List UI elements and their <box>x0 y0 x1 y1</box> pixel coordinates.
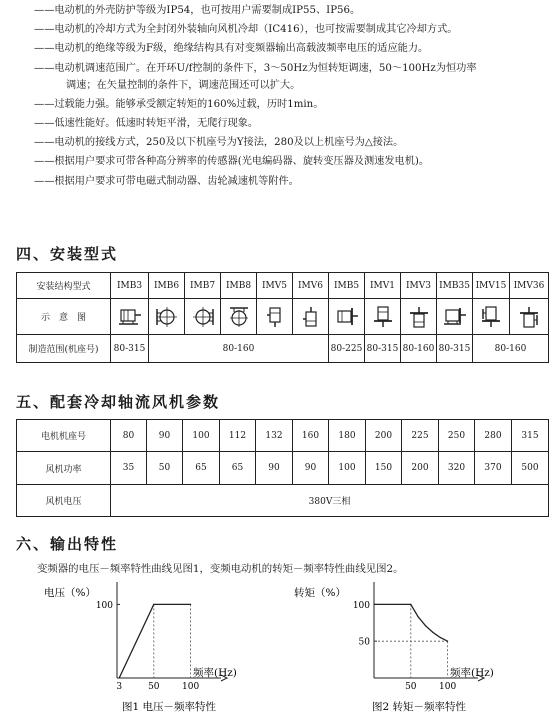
feature-item: ——低速性能好。低速时转矩平滑，无爬行现象。 <box>34 117 259 129</box>
motor-foot-icon <box>111 299 149 335</box>
mount-type: IMB3 <box>111 273 149 299</box>
mount-type: IMV1 <box>365 273 401 299</box>
feature-item: ——电动机的接线方式，250及以下机座号为Y接法，280及以上机座号为△接法。 <box>34 137 404 149</box>
row-label: 风机功率 <box>17 452 111 485</box>
motor-flange-down-icon <box>365 299 401 335</box>
mount-type: IMB6 <box>149 273 185 299</box>
table-row <box>17 452 549 485</box>
fan-table <box>16 419 549 517</box>
data-point <box>373 604 374 605</box>
range-cell: 80-315 <box>437 335 473 363</box>
row-label: 风机电压 <box>17 485 111 517</box>
data-point <box>432 632 433 633</box>
voltage-cell: 380V三相 <box>111 485 549 517</box>
x-tick-label: 3 <box>116 682 123 692</box>
section-5-title: 五、配套冷却轴流风机参数 <box>16 393 221 411</box>
range-cell: 80-160 <box>149 335 329 363</box>
frame-cell: 160 <box>293 420 329 452</box>
frame-cell: 80 <box>111 420 147 452</box>
table-row <box>17 299 549 335</box>
power-cell: 500 <box>512 452 549 485</box>
motor-vertical-up-icon <box>293 299 329 335</box>
series-line <box>119 604 190 678</box>
data-point <box>153 604 154 605</box>
mount-type: IMV5 <box>257 273 293 299</box>
row-label: 制造范围(机座号) <box>17 335 111 363</box>
mount-type: IMB5 <box>329 273 365 299</box>
row-label: 电机机座号 <box>17 420 111 452</box>
power-cell: 150 <box>366 452 402 485</box>
mount-type: IMV15 <box>473 273 510 299</box>
y-tick-label: 50 <box>358 637 370 648</box>
feature-item: ——根据用户要求可带各种高分辨率的传感器(光电编码器、旋转变压器及测速发电机)。 <box>34 156 430 168</box>
row-label: 示 意 图 <box>17 299 111 335</box>
x-axis-label: 频率(Hz) <box>193 667 237 679</box>
section-6-intro: 变频器的电压－频率特性曲线见图1，变频电动机的转矩－频率特性曲线见图2。 <box>37 563 404 575</box>
x-tick-label: 50 <box>148 682 160 692</box>
feature-item: ——根据用户要求可带电磁式制动器、齿轮减速机等附件。 <box>34 175 299 187</box>
mount-type: IMB8 <box>221 273 257 299</box>
range-cell: 80-225 <box>329 335 365 363</box>
frame-cell: 280 <box>475 420 512 452</box>
y-axis-label: 电压（%） <box>44 587 96 599</box>
table-row <box>17 273 549 299</box>
table-row <box>17 485 549 517</box>
frame-cell: 90 <box>147 420 183 452</box>
power-cell: 65 <box>183 452 220 485</box>
frame-cell: 180 <box>329 420 366 452</box>
frame-cell: 225 <box>402 420 439 452</box>
y-axis-label: 转矩（%） <box>294 587 346 599</box>
feature-list <box>34 4 554 194</box>
range-cell: 80-160 <box>473 335 549 363</box>
power-cell: 50 <box>147 452 183 485</box>
motor-ceiling-icon <box>221 299 257 335</box>
data-point <box>425 625 426 626</box>
mount-type: IMB7 <box>185 273 221 299</box>
feature-item: ——电动机的绝缘等级为F级，绝缘结构具有对变频器输出高载波频率电压的适应能力。 <box>34 43 429 55</box>
frame-cell: 315 <box>512 420 549 452</box>
x-tick-label: 100 <box>182 682 200 692</box>
motor-wall-icon <box>185 299 221 335</box>
mount-type: IMV6 <box>293 273 329 299</box>
motor-wall-icon <box>149 299 185 335</box>
section-6-title: 六、输出特性 <box>16 535 119 553</box>
x-tick-label: 100 <box>439 682 457 692</box>
feature-item: ——过载能力强。能够承受额定转矩的160%过载，历时1min。 <box>34 98 324 110</box>
y-tick-label: 100 <box>352 600 370 611</box>
range-cell: 80-160 <box>401 335 437 363</box>
range-cell: 80-315 <box>365 335 401 363</box>
table-row <box>17 420 549 452</box>
frame-cell: 250 <box>439 420 475 452</box>
data-point <box>119 677 120 678</box>
x-axis-label: 频率(Hz) <box>450 667 494 679</box>
mount-type: IMB35 <box>437 273 473 299</box>
figure-caption: 图2 转矩－频率特性 <box>372 701 467 713</box>
frame-cell: 112 <box>220 420 256 452</box>
data-point <box>447 641 448 642</box>
mount-type: IMV36 <box>510 273 549 299</box>
power-cell: 100 <box>329 452 366 485</box>
frame-cell: 100 <box>183 420 220 452</box>
feature-item: ——电动机的冷却方式为全封闭外装轴向风机冷却（IC416），也可按需要制成其它冷却方式。 <box>34 24 458 36</box>
data-point <box>410 604 411 605</box>
feature-item: ——电动机的外壳防护等级为IP54，也可按用户需要制成IP55、IP56。 <box>34 5 361 16</box>
power-cell: 65 <box>220 452 256 485</box>
power-cell: 35 <box>111 452 147 485</box>
voltage-frequency-chart <box>40 582 290 717</box>
table-row <box>17 335 549 363</box>
data-point <box>418 616 419 617</box>
power-cell: 90 <box>256 452 293 485</box>
motor-vertical-down-icon <box>257 299 293 335</box>
torque-frequency-chart <box>290 582 540 717</box>
motor-foot-flange-up-icon <box>510 299 549 335</box>
data-point <box>440 637 441 638</box>
motor-foot-flange-icon <box>437 299 473 335</box>
motor-flange-up-icon <box>401 299 437 335</box>
x-tick-label: 50 <box>405 682 417 692</box>
power-cell: 370 <box>475 452 512 485</box>
range-cell: 80-315 <box>111 335 149 363</box>
data-point <box>190 604 191 605</box>
section-4-title: 四、安装型式 <box>16 245 119 263</box>
mounting-table <box>16 272 549 363</box>
figure-caption: 图1 电压－频率特性 <box>122 701 217 713</box>
frame-cell: 200 <box>366 420 402 452</box>
mount-type: IMV3 <box>401 273 437 299</box>
power-cell: 320 <box>439 452 475 485</box>
power-cell: 90 <box>293 452 329 485</box>
feature-item: ——电动机调速范围广。在开环U/f控制的条件下，3～50Hz为恒转矩调速，50～100Hz为恒功率 调速；在矢量控制的条件下，调速范围还可以扩大。 <box>34 62 477 91</box>
power-cell: 200 <box>402 452 439 485</box>
y-tick-label: 100 <box>95 600 113 611</box>
motor-flange-icon <box>329 299 365 335</box>
frame-cell: 132 <box>256 420 293 452</box>
motor-foot-flange-down-icon <box>473 299 510 335</box>
row-label: 安装结构型式 <box>17 273 111 299</box>
